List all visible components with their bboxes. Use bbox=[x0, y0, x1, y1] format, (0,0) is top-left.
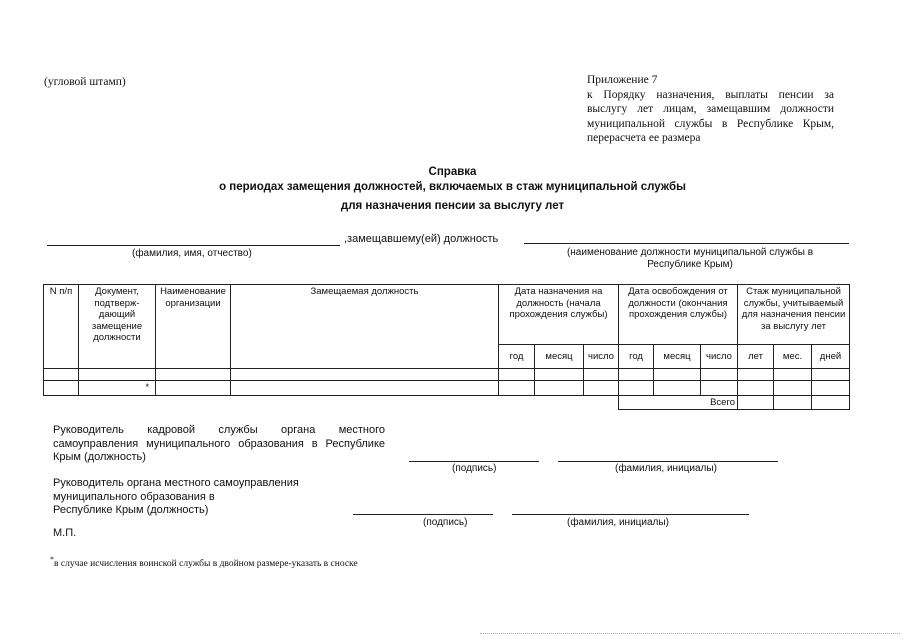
subheader-days: дней bbox=[812, 345, 850, 369]
hr-signature-caption: (подпись) bbox=[452, 463, 497, 474]
position-name-line bbox=[524, 243, 849, 244]
table-total-row bbox=[44, 395, 850, 410]
header-document: Документ, подтверж- дающий замещение должности bbox=[79, 285, 156, 369]
header-released-date: Дата освобождения от должности (окончания прохождения службы) bbox=[619, 285, 738, 345]
subheader-month: месяц bbox=[535, 345, 584, 369]
subheader-year: год bbox=[619, 345, 654, 369]
header-organization: Наименование организации bbox=[156, 285, 231, 369]
total-label: Всего bbox=[619, 395, 738, 410]
table-row bbox=[44, 381, 850, 396]
org-head-line-1: Руководитель органа местного самоуправления bbox=[53, 477, 299, 489]
seal-label: М.П. bbox=[53, 527, 77, 539]
appendix-block bbox=[587, 73, 834, 146]
org-signature-line bbox=[353, 514, 493, 515]
service-periods-table bbox=[43, 284, 850, 410]
footnote-marker: * bbox=[50, 555, 54, 564]
full-name-line bbox=[47, 245, 340, 246]
subheader-years: лет bbox=[738, 345, 774, 369]
header-position: Замещаемая должность bbox=[231, 285, 499, 369]
org-name-line bbox=[512, 514, 749, 515]
appendix-body: к Порядку назначения, выплаты пенсии за выслугу лет лицам, замещавшим должности муниципальной службы в Республике Крым, перерасчета ее размера bbox=[587, 88, 834, 144]
subheader-year: год bbox=[499, 345, 535, 369]
header-num: N п/п bbox=[44, 285, 79, 369]
subheader-day: число bbox=[701, 345, 738, 369]
org-head-position bbox=[53, 477, 299, 518]
header-tenure: Стаж муниципальной службы, учитываемый для назначения пенсии за выслугу лет bbox=[738, 285, 850, 345]
header-appointed-date: Дата назначения на должность (начала прохождения службы) bbox=[499, 285, 619, 345]
table-row bbox=[44, 369, 850, 381]
org-head-line-3: Республике Крым (должность) bbox=[53, 504, 209, 516]
asterisk-mark: * bbox=[145, 382, 149, 392]
position-caption bbox=[540, 247, 840, 271]
org-head-line-2: муниципального образования в bbox=[53, 490, 215, 503]
subheader-day: число bbox=[584, 345, 619, 369]
subheader-month: месяц bbox=[654, 345, 701, 369]
scan-edge-line bbox=[480, 633, 900, 634]
footnote-text: в случае исчисления воинской службы в двойном размере-указать в сноске bbox=[54, 559, 358, 570]
position-connector-text: ,замещавшему(ей) должность bbox=[344, 233, 499, 245]
hr-name-line bbox=[558, 461, 778, 462]
appendix-title: Приложение 7 bbox=[587, 74, 658, 86]
subheader-months: мес. bbox=[774, 345, 812, 369]
hr-name-caption: (фамилия, инициалы) bbox=[615, 463, 717, 474]
org-signature-caption: (подпись) bbox=[423, 517, 468, 528]
position-caption-line-2: Республике Крым) bbox=[647, 259, 733, 270]
corner-stamp-label: (угловой штамп) bbox=[44, 76, 126, 88]
org-name-caption: (фамилия, инициалы) bbox=[567, 517, 669, 528]
footnote bbox=[50, 555, 358, 569]
document-title: Справка bbox=[428, 166, 477, 178]
hr-head-position: Руководитель кадровой службы органа местного самоуправления муниципального образования в Республике Крым (должность) bbox=[53, 424, 385, 463]
document-subtitle-2: для назначения пенсии за выслугу лет bbox=[340, 200, 565, 212]
table-header-row bbox=[44, 285, 850, 345]
document-subtitle-1: о периодах замещения должностей, включаемых в стаж муниципальной службы bbox=[219, 181, 686, 193]
name-caption: (фамилия, имя, отчество) bbox=[132, 248, 252, 259]
hr-signature-line bbox=[409, 461, 539, 462]
position-caption-line-1: (наименование должности муниципальной службы в bbox=[566, 247, 814, 258]
